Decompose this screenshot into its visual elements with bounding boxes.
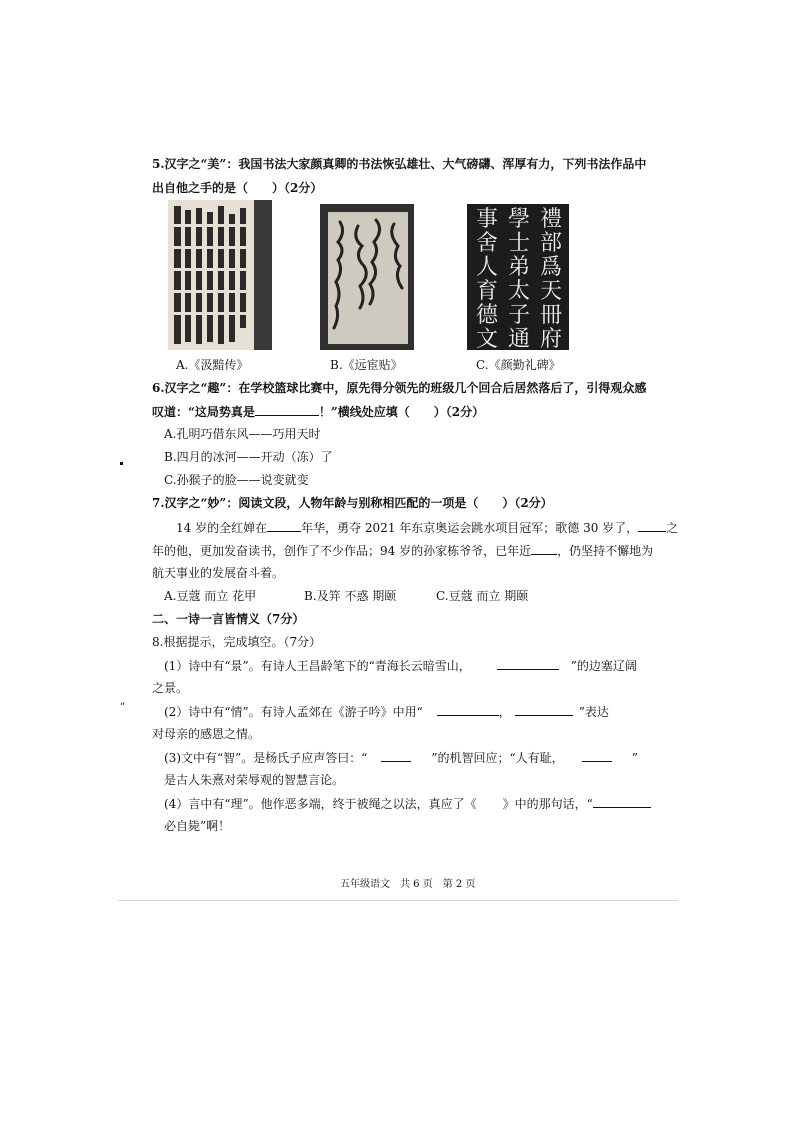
- margin-mark: ”: [120, 702, 126, 713]
- q6-blank[interactable]: [255, 403, 319, 416]
- q7-option-c: C.豆蔻 而立 期颐: [436, 589, 529, 603]
- q7-blank-3[interactable]: [531, 542, 557, 555]
- q8-sub2-line2: 对母亲的感恩之情。: [152, 727, 261, 741]
- q8-sub2-line1: (2）诗中有“情”。有诗人孟郊在《游子吟》中用“ ， ”表达: [164, 705, 609, 719]
- scan-speck: [120, 462, 123, 465]
- q8-2-blank-1[interactable]: [437, 703, 499, 716]
- q7-blank-1[interactable]: [267, 519, 301, 532]
- calligraphy-image-c: 禮 部 爲 天 冊 府 學 士 弟 太 子 通 事 舍 人 育 德 文: [467, 204, 569, 350]
- q6-option-a: A.孔明巧借东风——巧用天时: [164, 427, 321, 441]
- q7-option-b: B.及笄 不惑 期颐: [304, 589, 397, 603]
- q6-stem-line1: 6.汉字之“趣”：在学校篮球比赛中，原先得分领先的班级几个回合后居然落后了，引得观众感: [152, 381, 647, 395]
- q5-stem-line2: 出自他之手的是（ ）（2分）: [152, 181, 323, 195]
- q7-passage-line3: 航天事业的发展奋斗着。: [152, 566, 285, 580]
- q5-stem-line1: 5.汉字之“美”：我国书法大家颜真卿的书法恢弘雄壮、大气磅礴、浑厚有力，下列书法作品中: [152, 157, 647, 171]
- q8-3-blank-1[interactable]: [381, 749, 411, 762]
- caption-a: A.《汲黯传》: [176, 358, 249, 372]
- q8-sub4-line2: 必自毙”啊！: [164, 819, 231, 833]
- q8-2-blank-2[interactable]: [515, 703, 573, 716]
- section2-title: 二、一诗一言皆情义（7分）: [152, 612, 305, 626]
- q8-sub1-line1: (1）诗中有“景”。有诗人王昌龄笔下的“青海长云暗雪山， ”的边塞辽阔: [164, 659, 637, 673]
- caption-c: C.《颜勤礼碑》: [476, 358, 561, 372]
- q8-4-blank[interactable]: [593, 795, 651, 808]
- page-bottom-edge: [118, 900, 678, 901]
- q8-3-blank-2[interactable]: [582, 749, 612, 762]
- page-footer: 五年级语文 共 6 页 第 2 页: [340, 879, 476, 890]
- q6-option-c: C.孙猴子的脸——说变就变: [164, 473, 309, 487]
- q6-option-b: B.四月的冰河——开动（冻）了: [164, 450, 333, 464]
- q8-sub3-line1: (3)文中有“智”。是杨氏子应声答曰：“ ”的机智回应；“人有耻， ”: [164, 751, 638, 765]
- q7-blank-2[interactable]: [638, 519, 666, 532]
- q8-sub1-line2: 之景。: [152, 681, 189, 695]
- q7-passage-line2: 年的他，更加发奋读书，创作了不少作品；94 岁的孙家栋爷爷，已年近 ，仍坚持不懈地为: [152, 544, 654, 558]
- q8-sub4-line1: (4）言中有“理”。他作恶多端，终于被绳之以法，真应了《 》中的那句话，“: [164, 795, 651, 813]
- q6-stem-line2: 叹道：“这局势真是 ！”横线处应填（ ）（2分）: [152, 405, 485, 419]
- q8-stem: 8.根据提示，完成填空。（7分）: [152, 635, 322, 649]
- calligraphy-image-b: [320, 204, 414, 350]
- q8-sub3-line2: 是古人朱熹对荣辱观的智慧言论。: [164, 773, 345, 787]
- q7-stem: 7.汉字之“妙”：阅读文段，人物年龄与别称相匹配的一项是（ ）（2分）: [152, 496, 553, 510]
- calligraphy-image-a: [168, 200, 272, 350]
- caption-b: B.《远宦贴》: [330, 358, 403, 372]
- q7-passage-line1: 14 岁的全红婵在 年华，勇夺 2021 年东京奥运会跳水项目冠军；歌德 30 岁了， 之: [176, 521, 679, 535]
- q7-option-a: A.豆蔻 而立 花甲: [164, 589, 257, 603]
- q8-1-blank[interactable]: [497, 657, 559, 670]
